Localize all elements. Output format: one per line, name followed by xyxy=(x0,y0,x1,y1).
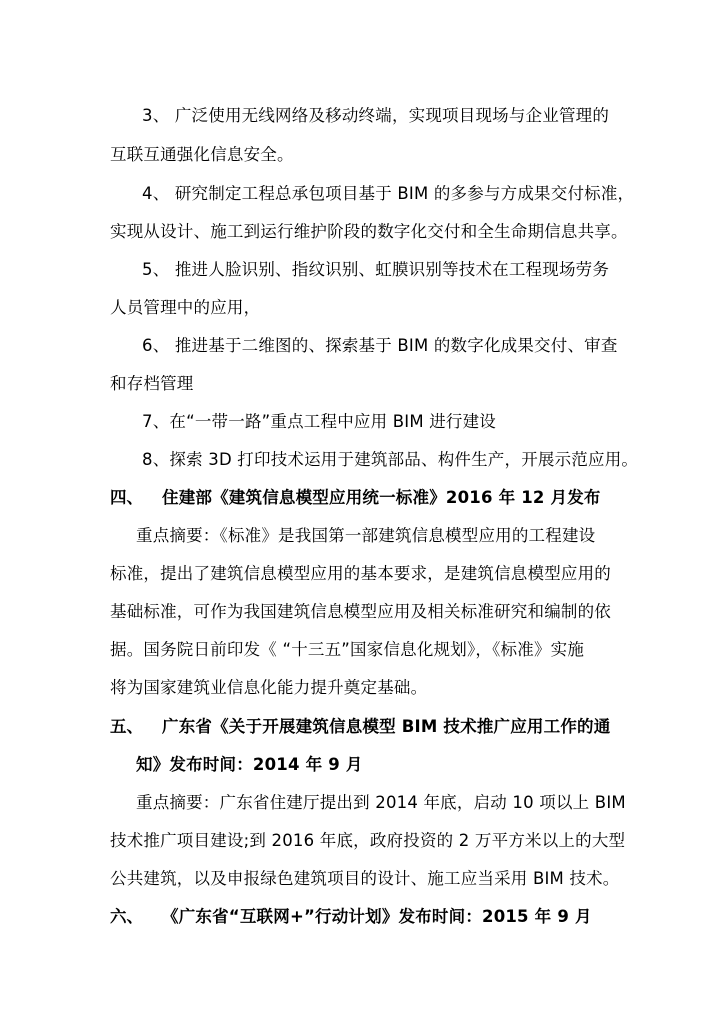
section-6-heading: 《广东省“互联网+”行动计划》发布时间：2015 年 9 月 xyxy=(162,907,592,926)
item-4-line-1: 4、 研究制定工程总承包项目基于 BIM 的多参与方成果交付标准， xyxy=(142,184,635,203)
item-8: 8、探索 3D 打印技术运用于建筑部品、构件生产，开展示范应用。 xyxy=(142,450,639,469)
section-4-paragraph-line-2: 标准，提出了建筑信息模型应用的基本要求，是建筑信息模型应用的 xyxy=(110,564,611,583)
item-7: 7、在“一带一路”重点工程中应用 BIM 进行建设 xyxy=(142,412,497,431)
item-5-line-1: 5、 推进人脸识别、指纹识别、虹膜识别等技术在工程现场劳务 xyxy=(142,260,610,279)
section-4-paragraph-line-4: 据。国务院日前印发《 “十三五”国家信息化规划》，《标准》实施 xyxy=(110,640,585,659)
item-5-line-2: 人员管理中的应用， xyxy=(110,298,261,317)
section-5-paragraph-line-3: 公共建筑，以及申报绿色建筑项目的设计、施工应当采用 BIM 技术。 xyxy=(110,869,620,888)
item-6-line-1: 6、 推进基于二维图的、探索基于 BIM 的数字化成果交付、审查 xyxy=(142,336,618,355)
section-5-paragraph-line-1: 重点摘要：广东省住建厅提出到 2014 年底，启动 10 项以上 BIM xyxy=(136,793,626,812)
section-4-paragraph-line-1: 重点摘要：《标准》是我国第一部建筑信息模型应用的工程建设 xyxy=(136,526,596,545)
section-5-paragraph-line-2: 技术推广项目建设;到 2016 年底，政府投资的 2 万平方米以上的大型 xyxy=(110,831,626,850)
section-4-paragraph-line-3: 基础标准，可作为我国建筑信息模型应用及相关标准研究和编制的依 xyxy=(110,602,611,621)
item-3-line-1: 3、 广泛使用无线网络及移动终端，实现项目现场与企业管理的 xyxy=(142,106,610,125)
section-6-number: 六、 xyxy=(110,907,143,926)
section-4-heading: 住建部《建筑信息模型应用统一标准》2016 年 12 月发布 xyxy=(162,488,601,507)
item-6-line-2: 和存档管理 xyxy=(110,374,194,393)
section-5-heading-line-2: 知》发布时间：2014 年 9 月 xyxy=(136,755,363,774)
item-3-line-2: 互联互通强化信息安全。 xyxy=(110,145,294,164)
section-4-number: 四、 xyxy=(110,488,143,507)
section-4-paragraph-line-5: 将为国家建筑业信息化能力提升奠定基础。 xyxy=(110,678,428,697)
section-5-heading-line-1: 广东省《关于开展建筑信息模型 BIM 技术推广应用工作的通 xyxy=(162,717,611,736)
section-5-number: 五、 xyxy=(110,717,143,736)
item-4-line-2: 实现从设计、施工到运行维护阶段的数字化交付和全生命期信息共享。 xyxy=(110,222,628,241)
